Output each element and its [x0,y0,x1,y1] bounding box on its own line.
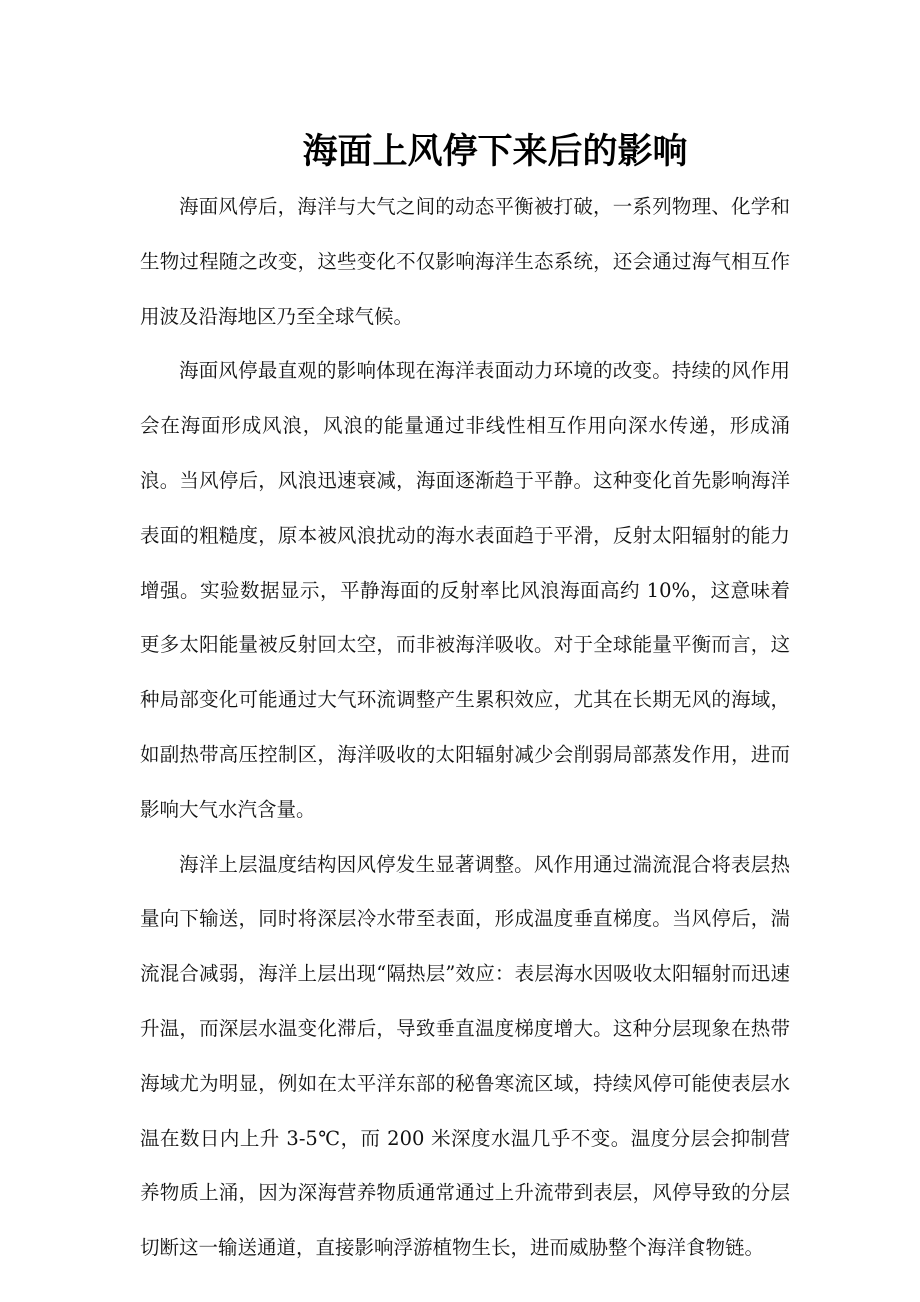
paragraph: 海面风停后，海洋与大气之间的动态平衡被打破，一系列物理、化学和生物过程随之改变，这些变化不仅影响海洋生态系统，还会通过海气相互作用波及沿海地区乃至全球气候。 [140,195,790,328]
paragraph: 海面风停最直观的影响体现在海洋表面动力环境的改变。持续的风作用会在海面形成风浪，风浪的能量通过非线性相互作用向深水传递，形成涌浪。当风停后，风浪迅速衰减，海面逐渐趋于平静。这种变化首先影响海洋表面的粗糙度，原本被风浪扰动的海水表面趋于平滑，反射太阳辐射的能力增强。实验数据显示，平静海面的反射率比风浪海面高约 10%，这意味着更多太阳能量被反射回太空，而非被海洋吸收。对于全球能量平衡而言，这种局部变化可能通过大气环流调整产生累积效应，尤其在长期无风的海域，如副热带高压控制区，海洋吸收的太阳辐射减少会削弱局部蒸发作用，进而影响大气水汽含量。 [140,359,790,821]
document-body [140,180,790,1276]
paragraph: 海洋上层温度结构因风停发生显著调整。风作用通过湍流混合将表层热量向下输送，同时将深层冷水带至表面，形成温度垂直梯度。当风停后，湍流混合减弱，海洋上层出现“隔热层”效应：表层海水因吸收太阳辐射而迅速升温，而深层水温变化滞后，导致垂直温度梯度增大。这种分层现象在热带海域尤为明显，例如在太平洋东部的秘鲁寒流区域，持续风停可能使表层水温在数日内上升 3-5℃，而 200 米深度水温几乎不变。温度分层会抑制营养物质上涌，因为深海营养物质通常通过上升流带到表层，风停导致的分层切断这一输送通道，直接影响浮游植物生长，进而威胁整个海洋食物链。 [140,852,790,1260]
document-title: 海面上风停下来后的影响 [302,132,688,172]
